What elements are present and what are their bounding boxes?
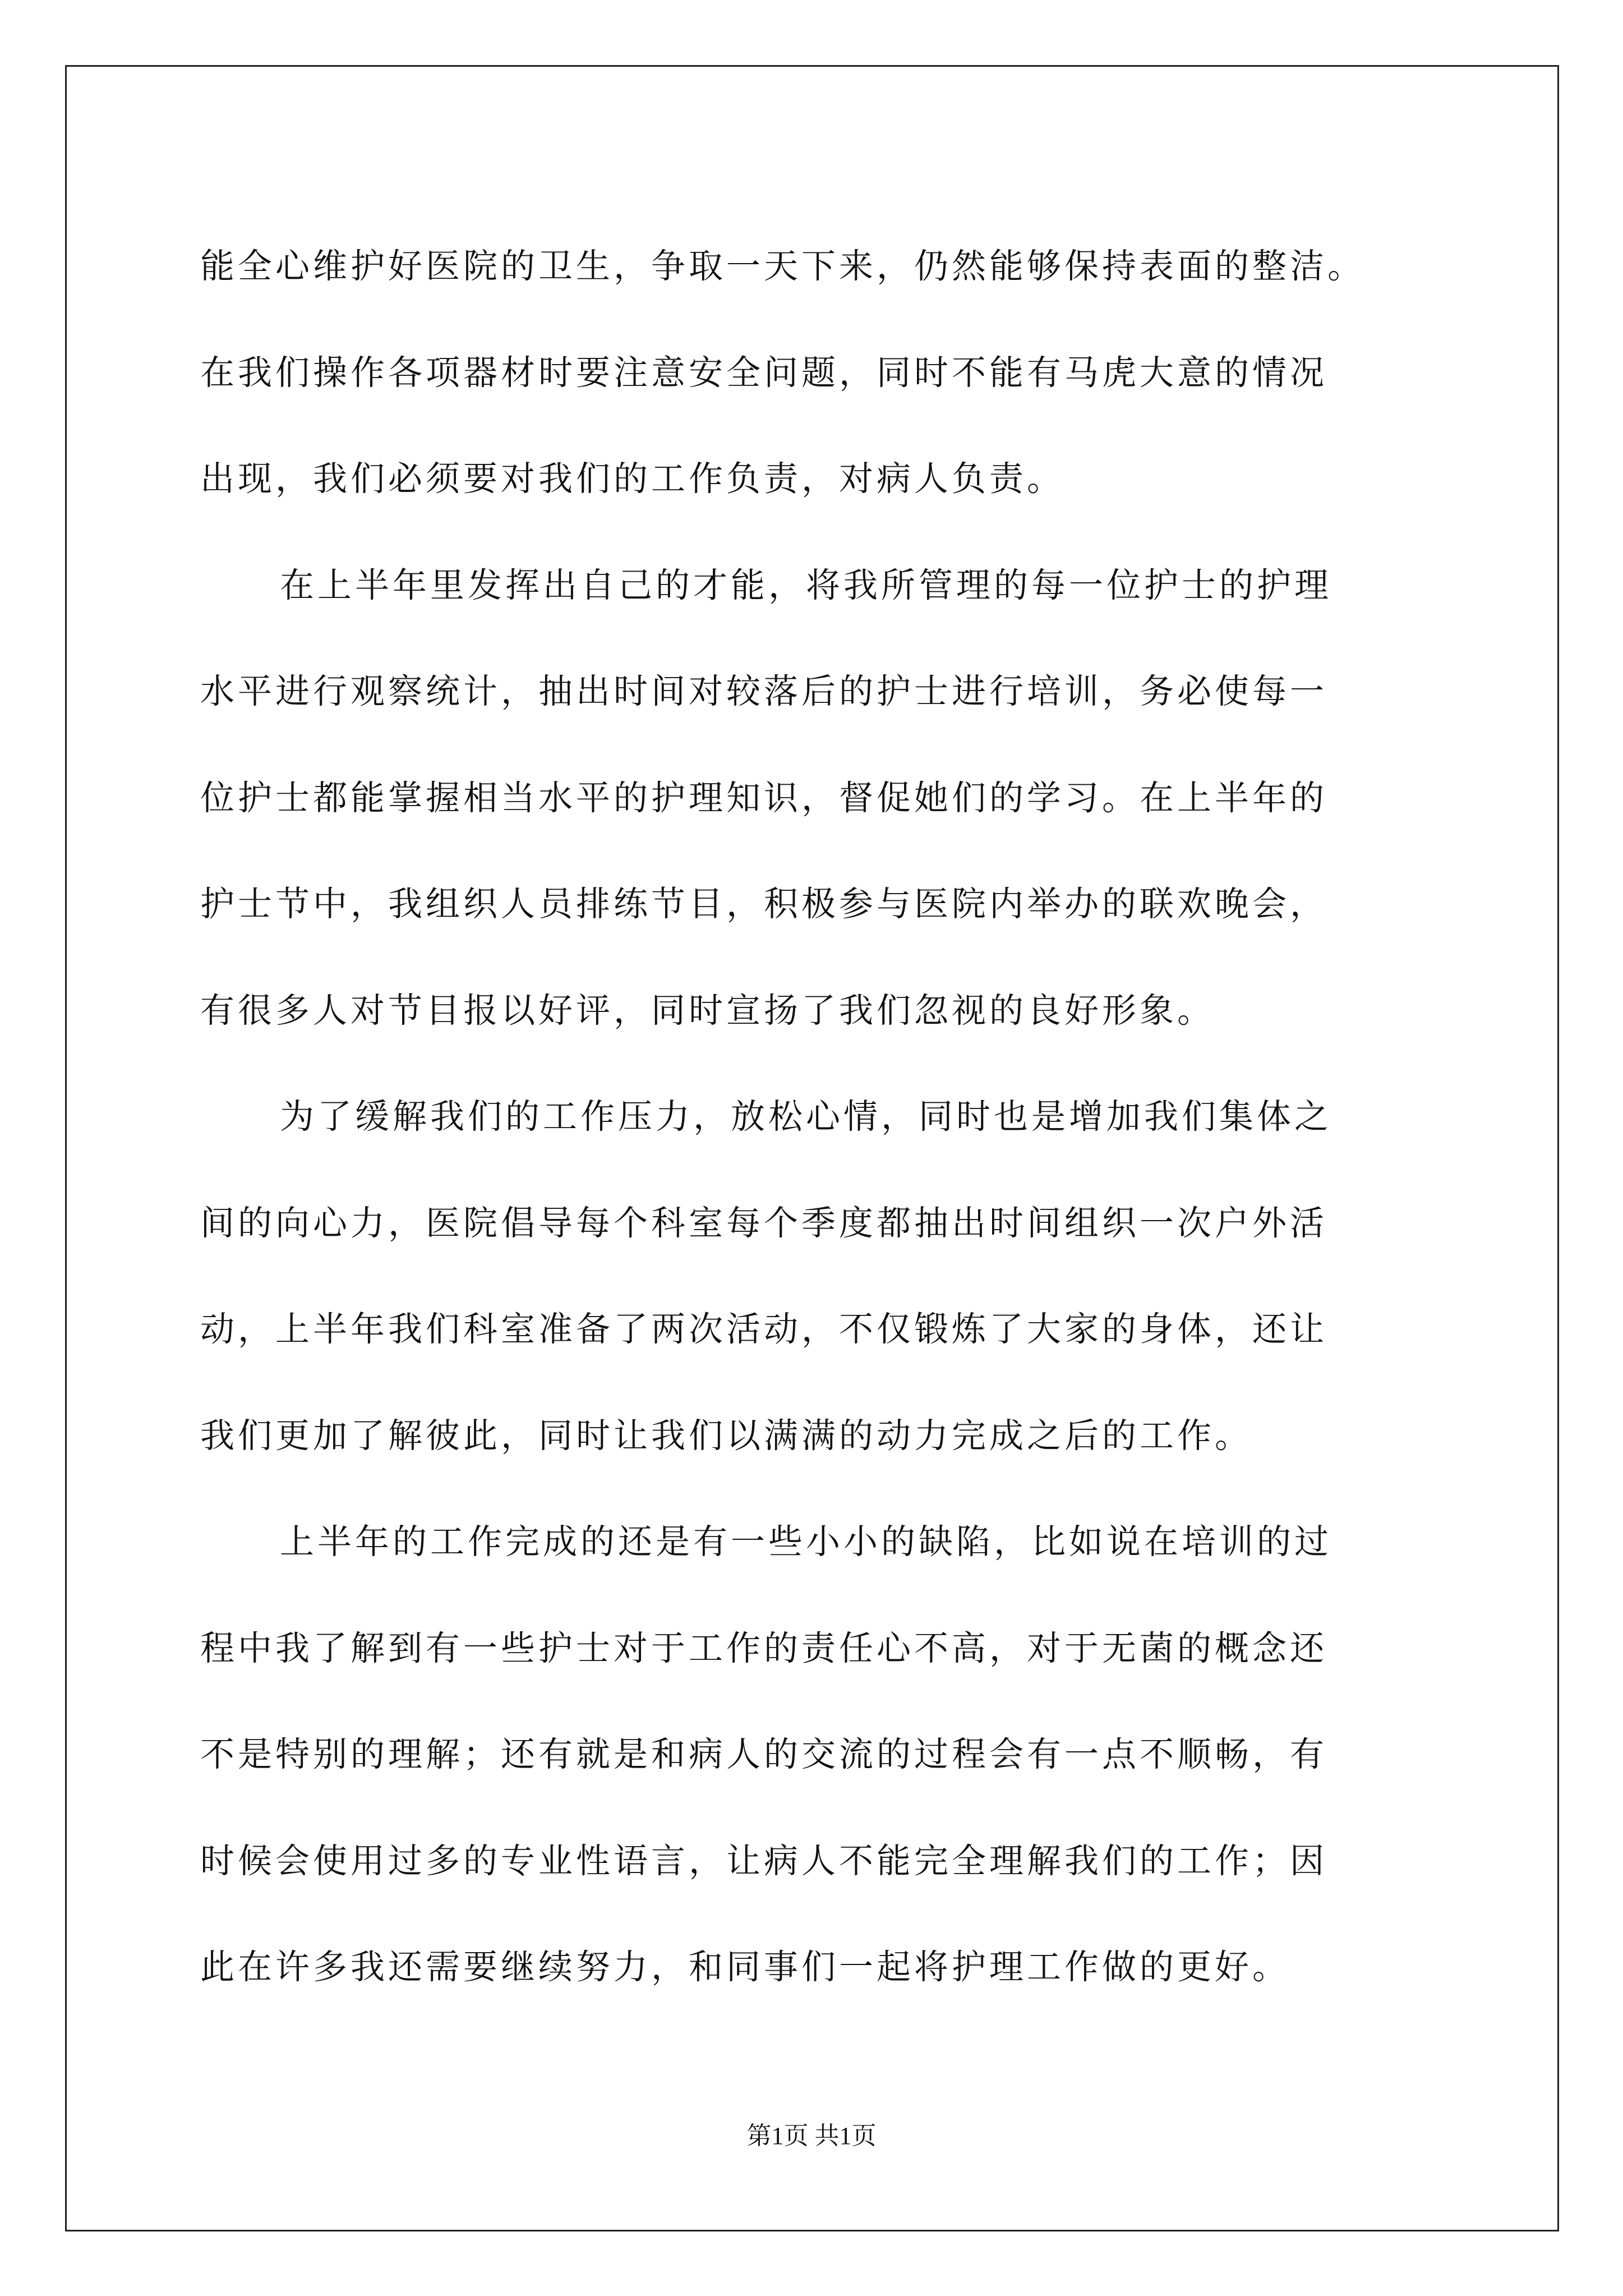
page-number-footer: 第1页 共1页: [746, 2122, 877, 2150]
paragraph-first-line: 上半年的工作完成的还是有一些小小的缺陷，比如说在培训的过: [280, 1522, 1332, 1562]
text-line: 在我们操作各项器材时要注意安全问题，同时不能有马虎大意的情况: [200, 352, 1328, 393]
text-line: 不是特别的理解；还有就是和病人的交流的过程会有一点不顺畅，有: [200, 1734, 1328, 1774]
text-line: 动，上半年我们科室准备了两次活动，不仅锻炼了大家的身体，还让: [200, 1309, 1328, 1349]
text-line: 我们更加了解彼此，同时让我们以满满的动力完成之后的工作。: [200, 1415, 1253, 1456]
text-line: 时候会使用过多的专业性语言，让病人不能完全理解我们的工作；因: [200, 1841, 1328, 1881]
text-line: 能全心维护好医院的卫生，争取一天下来，仍然能够保持表面的整洁。: [200, 246, 1366, 286]
text-line: 此在许多我还需要继续努力，和同事们一起将护理工作做的更好。: [200, 1947, 1290, 1987]
text-line: 程中我了解到有一些护士对于工作的责任心不高，对于无菌的概念还: [200, 1628, 1328, 1668]
document-body: [200, 213, 1434, 2021]
text-line: 间的向心力，医院倡导每个科室每个季度都抽出时间组织一次户外活: [200, 1203, 1328, 1243]
text-line: 护士节中，我组织人员排练节目，积极参与医院内举办的联欢晚会，: [200, 884, 1328, 924]
text-line: 水平进行观察统计，抽出时间对较落后的护士进行培训，务必使每一: [200, 671, 1328, 711]
paragraph-first-line: 在上半年里发挥出自己的才能，将我所管理的每一位护士的护理: [280, 565, 1332, 605]
text-line: 位护士都能掌握相当水平的护理知识，督促她们的学习。在上半年的: [200, 777, 1328, 818]
paragraph-first-line: 为了缓解我们的工作压力，放松心情，同时也是增加我们集体之: [280, 1097, 1332, 1137]
text-line: 出现，我们必须要对我们的工作负责，对病人负责。: [200, 459, 1065, 499]
text-line: 有很多人对节目报以好评，同时宣扬了我们忽视的良好形象。: [200, 990, 1215, 1030]
